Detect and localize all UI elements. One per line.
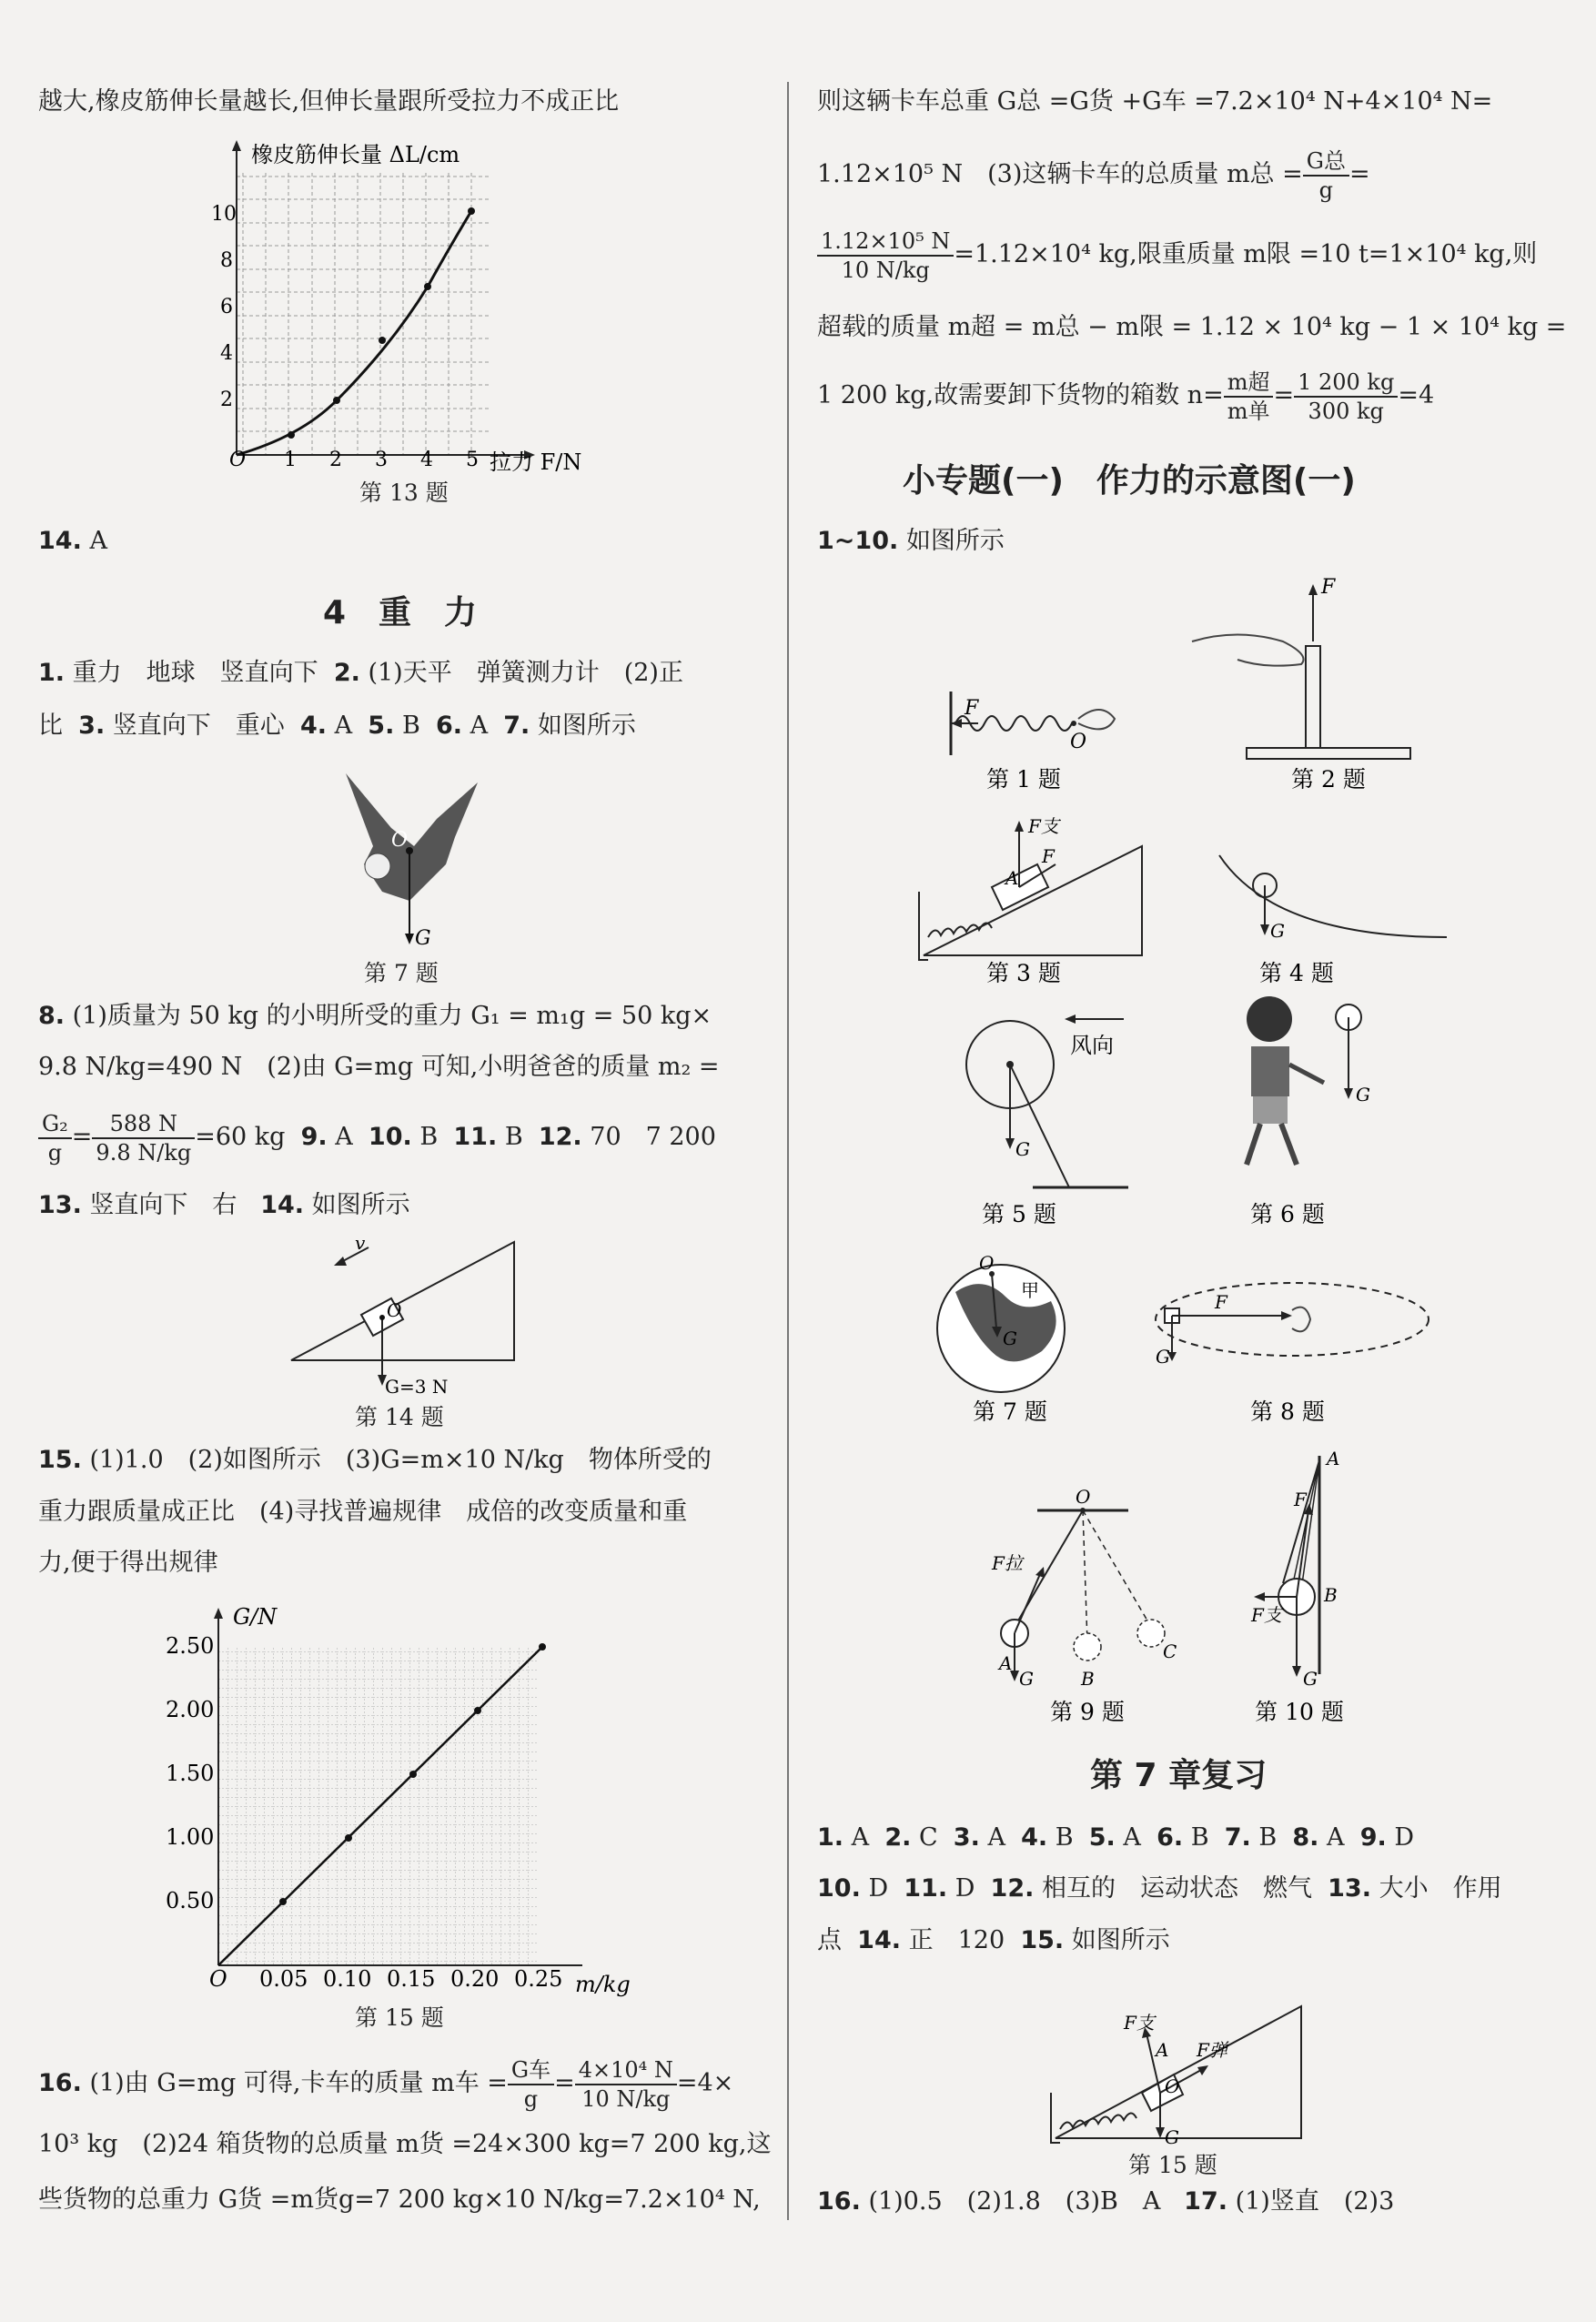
rv-8-text: A bbox=[1327, 1823, 1345, 1852]
q11-num: 11. bbox=[453, 1123, 498, 1151]
svg-text:O: O bbox=[209, 1966, 227, 1992]
fig9-pendulum bbox=[991, 1486, 1177, 1690]
fig15r-O: O bbox=[1165, 2075, 1180, 2097]
q2-text: (1)天平 弹簧测力计 (2)正 bbox=[368, 659, 683, 687]
incline-figure-14 bbox=[287, 1233, 523, 1397]
frac-g2: g bbox=[523, 2085, 539, 2112]
fig8-caption: 第 8 题 bbox=[1250, 1398, 1325, 1425]
review-line-3 bbox=[817, 1923, 1170, 1959]
svg-text:0.15: 0.15 bbox=[387, 1966, 436, 1992]
svg-text:10: 10 bbox=[211, 203, 237, 226]
eq4: = bbox=[1273, 381, 1295, 409]
fig1-spring bbox=[951, 692, 1115, 755]
fig8-F: F bbox=[1215, 1291, 1227, 1313]
fig7-caption: 第 7 题 bbox=[364, 960, 439, 986]
fig9-caption: 第 9 题 bbox=[1050, 1699, 1125, 1725]
left-line-1a bbox=[38, 655, 683, 692]
left-line-8a bbox=[38, 998, 712, 1035]
fig10-caption: 第 10 题 bbox=[1255, 1699, 1344, 1725]
rv-1-num: 1. bbox=[817, 1823, 844, 1852]
fig7-O: O bbox=[979, 1252, 995, 1274]
q16-num: 16. bbox=[38, 2069, 82, 2097]
svg-text:2: 2 bbox=[220, 389, 233, 411]
fig9-G: G bbox=[1019, 1668, 1034, 1690]
q6-text: A bbox=[470, 712, 489, 740]
fig15r-G: G bbox=[1165, 2126, 1179, 2147]
q15-num: 15. bbox=[38, 1446, 82, 1474]
review-fig15 bbox=[1046, 1965, 1310, 2147]
fig9-A: A bbox=[999, 1652, 1013, 1674]
frac-300: 300 kg bbox=[1308, 398, 1384, 424]
q14-num: 14. bbox=[38, 527, 82, 555]
r2-text: 1.12×10⁵ N (3)这辆卡车的总质量 m总 = bbox=[817, 160, 1303, 188]
fig3-caption: 第 3 题 bbox=[986, 960, 1061, 986]
fig4-G: G bbox=[1270, 920, 1285, 942]
q8-result: =60 kg bbox=[195, 1123, 286, 1151]
frac-10: 10 N/kg bbox=[581, 2085, 671, 2112]
frac-Gzong: G总 bbox=[1303, 147, 1349, 177]
svg-text:拉力 F/N: 拉力 F/N bbox=[490, 449, 582, 475]
q13-text: 竖直向下 右 bbox=[89, 1191, 237, 1219]
svg-text:1.50: 1.50 bbox=[166, 1761, 215, 1786]
rv-6-text: B bbox=[1190, 1823, 1209, 1852]
fig7-G: G bbox=[1003, 1328, 1017, 1349]
q8-text: (1)质量为 50 kg 的小明所受的重力 G₁ = m₁g = 50 kg× bbox=[72, 1002, 712, 1030]
rv-17-num: 17. bbox=[1184, 2187, 1227, 2216]
frac-mchao: m超 bbox=[1224, 368, 1274, 398]
fig6-G: G bbox=[1356, 1084, 1370, 1105]
rv-2-num: 2. bbox=[884, 1823, 912, 1852]
right-line-6 bbox=[817, 523, 1005, 560]
frac-1200: 1 200 kg bbox=[1294, 368, 1398, 398]
rv-16-text: (1)0.5 (2)1.8 (3)B A bbox=[868, 2187, 1161, 2216]
q4-num: 4. bbox=[299, 712, 328, 740]
q5-num: 5. bbox=[368, 712, 395, 740]
right-line-2 bbox=[817, 138, 1370, 211]
frac-Gche: G车 bbox=[508, 2056, 554, 2085]
frac-g3: g bbox=[1318, 177, 1334, 203]
rv-3-text: A bbox=[987, 1823, 1005, 1852]
frac-588: 588 N bbox=[92, 1110, 195, 1139]
rv-6-num: 6. bbox=[1157, 1823, 1184, 1852]
fig3-incline bbox=[919, 815, 1142, 960]
svg-text:2.00: 2.00 bbox=[166, 1697, 215, 1722]
fig9-Fla: F拉 bbox=[992, 1552, 1023, 1574]
fig15r-Fzhi: F支 bbox=[1124, 2012, 1155, 2034]
fig3-Fzhi: F支 bbox=[1028, 815, 1059, 837]
rv-13-num: 13. bbox=[1328, 1874, 1371, 1903]
rv-16-num: 16. bbox=[817, 2187, 861, 2216]
review-line-2 bbox=[817, 1871, 1502, 1907]
eq3: = bbox=[1349, 160, 1370, 188]
fig14-v: v bbox=[355, 1233, 366, 1254]
chart15-caption: 第 15 题 bbox=[355, 2004, 444, 2031]
r3-text: =1.12×10⁴ kg,限重质量 m限 =10 t=1×10⁴ kg,则 bbox=[954, 240, 1538, 268]
rv-15-num: 15. bbox=[1020, 1926, 1065, 1954]
q6-num: 6. bbox=[435, 712, 462, 740]
q10-text: B bbox=[419, 1123, 439, 1151]
q9-num: 9. bbox=[300, 1123, 328, 1151]
r5-tail: =4 bbox=[1398, 381, 1435, 409]
left-line-16a bbox=[38, 2052, 733, 2115]
right-line-5 bbox=[817, 364, 1434, 428]
svg-text:4: 4 bbox=[220, 342, 233, 365]
svg-text:4: 4 bbox=[420, 449, 433, 471]
svg-text:2.50: 2.50 bbox=[166, 1633, 215, 1659]
fig4-ball bbox=[1219, 855, 1447, 942]
eq: = bbox=[71, 1123, 93, 1151]
q4-text: A bbox=[334, 712, 353, 740]
svg-text:3: 3 bbox=[375, 449, 388, 471]
fig10-wall bbox=[1250, 1448, 1339, 1690]
q3-num: 3. bbox=[78, 712, 106, 740]
chart-15 bbox=[155, 1597, 646, 1997]
fig10-F: F bbox=[1294, 1489, 1307, 1510]
chart-13-caption: 第 13 题 bbox=[359, 480, 449, 506]
fig3-A: A bbox=[1005, 867, 1019, 889]
q15-text: (1)1.0 (2)如图所示 (3)G=m×10 N/kg 物体所受的 bbox=[89, 1446, 712, 1474]
q13-num: 13. bbox=[38, 1191, 82, 1219]
fig1-caption: 第 1 题 bbox=[986, 766, 1061, 793]
rv-13-text: 大小 作用 bbox=[1379, 1874, 1502, 1903]
rv-8-num: 8. bbox=[1292, 1823, 1319, 1852]
left-line-16c: 些货物的总重力 G货 =m货g=7 200 kg×10 N/kg=7.2×10⁴ N, bbox=[38, 2186, 761, 2214]
left-line-1b bbox=[38, 708, 636, 744]
eagle-G-label: G bbox=[415, 927, 431, 950]
rv-4-num: 4. bbox=[1021, 1823, 1048, 1852]
left-line-8b: 9.8 N/kg=490 N (2)由 G=mg 可知,小明爸爸的质量 m₂ = bbox=[38, 1053, 720, 1081]
fig15r-A: A bbox=[1156, 2039, 1169, 2061]
svg-text:0.05: 0.05 bbox=[259, 1966, 308, 1992]
fig8-G: G bbox=[1156, 1346, 1170, 1368]
fig7-earth bbox=[937, 1252, 1065, 1392]
eagle-O-label: O bbox=[391, 829, 409, 852]
q14-line bbox=[38, 523, 107, 560]
rv-3-num: 3. bbox=[953, 1823, 980, 1852]
svg-text:1.00: 1.00 bbox=[166, 1824, 215, 1850]
svg-text:0.25: 0.25 bbox=[514, 1966, 563, 1992]
fig6-girl bbox=[1247, 996, 1370, 1165]
rv-5-num: 5. bbox=[1088, 1823, 1116, 1852]
fig5-G: G bbox=[1015, 1138, 1030, 1160]
frac-10b: 10 N/kg bbox=[841, 257, 930, 283]
rv-10-text: D bbox=[868, 1874, 889, 1903]
svg-text:6: 6 bbox=[220, 296, 233, 318]
eagle-body-icon bbox=[346, 773, 478, 901]
frac-G2: G₂ bbox=[38, 1110, 72, 1139]
left-line-0: 越大,橡皮筋伸长量越长,但伸长量跟所受拉力不成正比 bbox=[38, 87, 620, 116]
force-diagrams bbox=[892, 573, 1474, 1729]
rv-2-text: C bbox=[918, 1823, 938, 1852]
fig9-C: C bbox=[1163, 1641, 1177, 1662]
fig15r-Ftan: F弹 bbox=[1197, 2039, 1227, 2061]
rv-14-text: 正 120 bbox=[908, 1926, 1005, 1954]
q1-text: 重力 地球 竖直向下 bbox=[72, 659, 318, 687]
svg-text:m/kg: m/kg bbox=[575, 1972, 631, 1997]
rv-10-num: 10. bbox=[817, 1874, 861, 1903]
q12-text: 70 7 200 bbox=[590, 1123, 716, 1151]
review-title: 第 7 章复习 bbox=[1090, 1757, 1268, 1794]
q16-tail: =4× bbox=[676, 2069, 734, 2097]
section-title-4: 4 重 力 bbox=[323, 594, 478, 631]
svg-text:橡皮筋伸长量 ΔL/cm: 橡皮筋伸长量 ΔL/cm bbox=[251, 142, 460, 167]
rv-1-text: A bbox=[851, 1823, 870, 1852]
r5-text: 1 200 kg,故需要卸下货物的箱数 n= bbox=[817, 381, 1224, 409]
left-line-15b: 重力跟质量成正比 (4)寻找普遍规律 成倍的改变质量和重 bbox=[38, 1498, 688, 1526]
q2-tail: 比 bbox=[38, 712, 63, 740]
right-line-4: 超载的质量 m超 = m总 − m限 = 1.12 × 10⁴ kg − 1 × 10⁴ kg = bbox=[817, 313, 1567, 341]
rv-14-num: 14. bbox=[857, 1926, 902, 1954]
review-fig15-caption: 第 15 题 bbox=[1128, 2152, 1217, 2178]
svg-text:0.20: 0.20 bbox=[450, 1966, 500, 1992]
rv-7-text: B bbox=[1258, 1823, 1278, 1852]
frac-mdan: m单 bbox=[1227, 398, 1270, 424]
fig2-pencil bbox=[1192, 576, 1410, 759]
r6-num: 1~10. bbox=[817, 527, 899, 555]
q7-num: 7. bbox=[503, 712, 530, 740]
left-line-13 bbox=[38, 1187, 410, 1224]
fig5-balloon bbox=[966, 1015, 1128, 1187]
r6-text: 如图所示 bbox=[905, 527, 1005, 555]
fig8-circle bbox=[1156, 1283, 1429, 1368]
fig14-G: G=3 N bbox=[385, 1376, 449, 1397]
review-line-1 bbox=[817, 1820, 1414, 1856]
left-line-15c: 力,便于得出规律 bbox=[38, 1549, 218, 1577]
rv-17-text: (1)竖直 (2)3 bbox=[1235, 2187, 1395, 2216]
rv-12-text: 相互的 运动状态 燃气 bbox=[1041, 1874, 1312, 1903]
svg-text:8: 8 bbox=[220, 249, 233, 272]
fig7-caption: 第 7 题 bbox=[973, 1398, 1047, 1425]
left-line-8c bbox=[38, 1105, 716, 1169]
fig10-B: B bbox=[1324, 1584, 1338, 1606]
rv-7-num: 7. bbox=[1224, 1823, 1251, 1852]
q1-num: 1. bbox=[38, 659, 66, 687]
fig2-F: F bbox=[1321, 576, 1336, 599]
svg-text:G/N: G/N bbox=[233, 1604, 278, 1630]
q16-text: (1)由 G=mg 可得,卡车的质量 m车 = bbox=[89, 2069, 508, 2097]
fig1-O: O bbox=[1070, 731, 1087, 753]
rv-15-text: 如图所示 bbox=[1071, 1926, 1170, 1954]
q12-num: 12. bbox=[538, 1123, 582, 1151]
svg-text:2: 2 bbox=[329, 449, 342, 471]
q8-num: 8. bbox=[38, 1002, 66, 1030]
q14b-text: 如图所示 bbox=[311, 1191, 410, 1219]
frac-g: g bbox=[47, 1139, 63, 1166]
rv-13-tail: 点 bbox=[817, 1926, 842, 1954]
q14-text: A bbox=[89, 527, 107, 555]
left-line-16b: 10³ kg (2)24 箱货物的总质量 m货 =24×300 kg=7 200 kg,这 bbox=[38, 2130, 772, 2158]
rv-4-text: B bbox=[1055, 1823, 1074, 1852]
svg-text:0.50: 0.50 bbox=[166, 1888, 215, 1913]
rv-12-num: 12. bbox=[990, 1874, 1035, 1903]
q7-text: 如图所示 bbox=[537, 712, 636, 740]
left-line-15a bbox=[38, 1442, 712, 1479]
frac-4e4: 4×10⁴ N bbox=[575, 2056, 677, 2085]
column-divider bbox=[787, 82, 789, 2220]
fig1-F: F bbox=[965, 697, 979, 720]
chart-13 bbox=[200, 136, 619, 510]
q2-num: 2. bbox=[333, 659, 360, 687]
q5-text: B bbox=[401, 712, 420, 740]
eagle-figure bbox=[328, 764, 491, 955]
fig10-G: G bbox=[1303, 1668, 1318, 1690]
rv-5-text: A bbox=[1123, 1823, 1141, 1852]
fig10-Fzhi: F支 bbox=[1251, 1604, 1282, 1626]
fig5-caption: 第 5 题 bbox=[982, 1201, 1056, 1227]
fig9-O: O bbox=[1076, 1486, 1091, 1508]
fig7-jia: 甲 bbox=[1021, 1279, 1039, 1301]
fig10-A: A bbox=[1327, 1448, 1340, 1469]
q14b-num: 14. bbox=[260, 1191, 305, 1219]
review-line-4 bbox=[817, 2184, 1394, 2220]
right-line-1: 则这辆卡车总重 G总 =G货 +G车 =7.2×10⁴ N+4×10⁴ N= bbox=[817, 87, 1493, 116]
svg-text:0.10: 0.10 bbox=[323, 1966, 372, 1992]
q11-text: B bbox=[504, 1123, 523, 1151]
svg-text:5: 5 bbox=[466, 449, 479, 471]
fig6-caption: 第 6 题 bbox=[1250, 1201, 1325, 1227]
frac-112e5: 1.12×10⁵ N bbox=[817, 227, 954, 257]
rv-9-num: 9. bbox=[1359, 1823, 1387, 1852]
frac-98: 9.8 N/kg bbox=[96, 1139, 192, 1166]
fig2-caption: 第 2 题 bbox=[1291, 766, 1366, 793]
fig14-O: O bbox=[387, 1299, 402, 1321]
q10-num: 10. bbox=[368, 1123, 412, 1151]
rv-9-text: D bbox=[1394, 1823, 1414, 1852]
fig14-caption: 第 14 题 bbox=[355, 1404, 444, 1430]
rv-11-text: D bbox=[955, 1874, 975, 1903]
fig9-B: B bbox=[1081, 1668, 1095, 1690]
fig5-wind: 风向 bbox=[1070, 1033, 1114, 1058]
svg-text:O: O bbox=[229, 449, 247, 471]
rv-11-num: 11. bbox=[904, 1874, 948, 1903]
fig3-F: F bbox=[1042, 845, 1055, 867]
right-line-3 bbox=[817, 223, 1537, 287]
q9-text: A bbox=[335, 1123, 353, 1151]
topic-title: 小专题(一) 作力的示意图(一) bbox=[903, 462, 1356, 500]
svg-text:1: 1 bbox=[284, 449, 297, 471]
q3-text: 竖直向下 重心 bbox=[112, 712, 285, 740]
fig4-caption: 第 4 题 bbox=[1259, 960, 1334, 986]
eq2: = bbox=[554, 2069, 575, 2097]
